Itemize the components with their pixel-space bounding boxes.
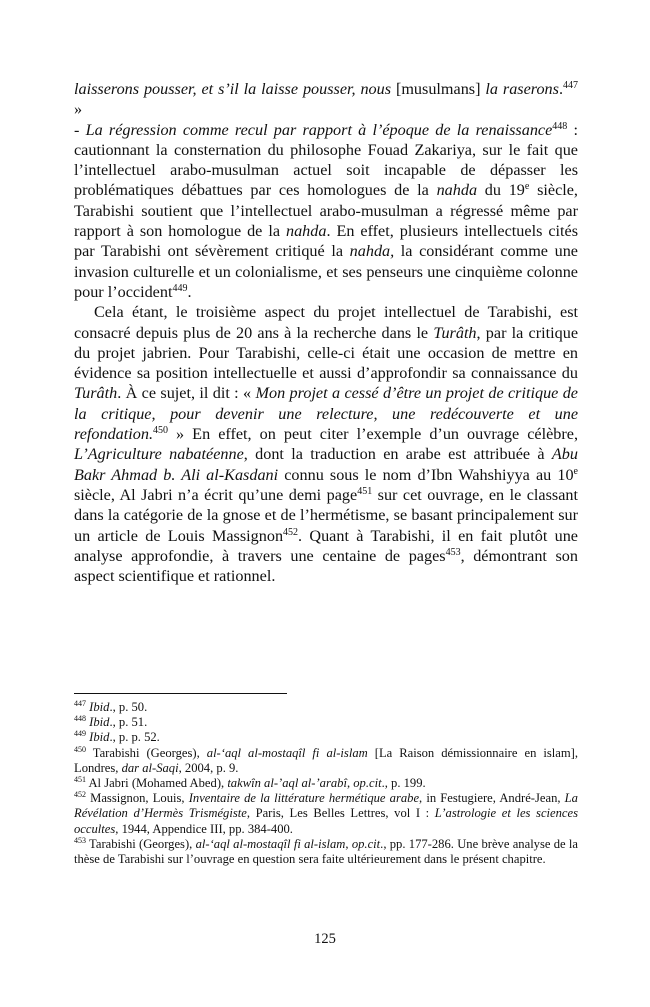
- page-number: 125: [314, 931, 336, 947]
- italic-text: L’Agriculture nabatéenne: [74, 445, 244, 464]
- footnote-separator: [74, 693, 287, 694]
- text-run: ,: [346, 776, 354, 791]
- text-run: . À ce sujet, il dit : «: [117, 384, 256, 403]
- text-run: [La Raison démissionnaire en islam], Londres,: [74, 745, 579, 775]
- italic-text: nahda,: [349, 242, 395, 261]
- italic-text: nahda: [285, 222, 327, 241]
- italic-text: Ibid: [89, 700, 110, 714]
- paragraph: [74, 79, 578, 120]
- italic-text: takwîn al-’aql al-’arabî: [227, 776, 347, 791]
- italic-text: laisserons pousser, et s’il la laisse pousser, nous: [74, 80, 392, 98]
- superscript: 451: [74, 775, 86, 785]
- superscript: 450: [74, 744, 86, 754]
- text-run: Cela étant, le troisième aspect du projet intellectuel de Tarabishi, est consacré depuis plus de 20 ans à la recherche dans le: [74, 303, 578, 342]
- italic-text: La Révélation d’Hermès Trismégiste: [74, 791, 578, 821]
- footnote: [74, 715, 578, 730]
- italic-text: op.cit: [353, 776, 382, 791]
- text-run: Tarabishi (Georges),: [86, 836, 196, 851]
- footnote: [74, 700, 578, 715]
- footnote: [74, 791, 578, 837]
- superscript: e: [524, 181, 530, 193]
- footnote: [74, 837, 578, 867]
- text-run: siècle, Tarabishi soutient que l’intellectuel arabo-musulman a régressé même par rapport à son homologue de la: [74, 181, 578, 241]
- superscript: 447: [74, 699, 86, 708]
- text-run: connu sous le nom d’Ibn Wahshiyya au 10: [278, 465, 574, 484]
- text-run: siècle, Al Jabri n’a écrit qu’une demi page: [74, 485, 358, 504]
- text-run: : cautionnant la consternation du philosophe Fouad Zakariya, sur le fait que l’intellectuel arabo-musulman actuel soit incapable de dépasser les problématiques débattues par ces homologues de la: [74, 120, 579, 200]
- italic-text: Turâth: [74, 384, 118, 403]
- text-run: . Quant à Tarabishi, il en fait plutôt une analyse approfondie, à travers une centaine de pages: [74, 526, 578, 565]
- text-run: du 19: [477, 181, 525, 200]
- text-run: .: [558, 80, 563, 98]
- footnotes: [74, 700, 578, 867]
- text-run: .: [187, 282, 192, 301]
- italic-text: Ibid: [89, 730, 110, 745]
- text-run: , 2004, p. 9.: [178, 760, 239, 775]
- superscript: 449: [172, 282, 188, 294]
- superscript: 452: [74, 790, 86, 800]
- footnote: [74, 776, 578, 791]
- text-run: , dont la traduction en arabe est attribuée à: [243, 445, 552, 464]
- text-run: sur cet ouvrage, en le classant dans la catégorie de la gnose et de l’hermétisme, se basant principalement sur un article de Louis Massignon: [74, 485, 578, 545]
- paragraph: [74, 302, 578, 586]
- text-run: ., p. 50.: [109, 700, 148, 714]
- superscript: 447: [563, 80, 578, 91]
- text-run: ., pp. 177-286. Une brève analyse de la thèse de Tarabishi sur l’ouvrage en question sera faite ultérieurement dans le présent chapitre.: [74, 836, 579, 867]
- italic-text: nahda: [436, 181, 478, 200]
- text-run: la considérant comme une invasion culturelle et un colonialisme, et ses penseurs une cinquième colonne pour l’occident: [74, 242, 578, 301]
- superscript: 450: [153, 425, 168, 437]
- text-run: ,: [345, 836, 352, 851]
- italic-text: op.cit: [351, 836, 381, 851]
- text-run: » En effet, on peut citer l’exemple d’un ouvrage célèbre,: [168, 425, 578, 444]
- text-run: Massignon, Louis,: [86, 791, 189, 806]
- italic-text: Mon projet a cessé d’être un projet de critique de la critique, pour devenir une relecture, une redécouverte et une refondation.: [74, 384, 578, 444]
- superscript: 449: [74, 729, 86, 739]
- superscript: 448: [74, 714, 86, 724]
- text-run: ., p. 199.: [381, 776, 426, 791]
- text-run: , in Festugiere, André-Jean,: [419, 791, 565, 806]
- superscript: 452: [283, 526, 299, 538]
- superscript: e: [573, 465, 578, 477]
- footnote: [74, 746, 578, 776]
- text-run: , par la critique du projet jabrien. Pour Tarabishi, celle-ci était une occasion de mettre en évidence sa position intellectuelle et aussi d’approfondir sa connaissance du: [74, 323, 578, 383]
- superscript: 451: [357, 485, 373, 497]
- italic-text: la raserons: [485, 80, 559, 98]
- footnote: [74, 730, 578, 745]
- italic-text: al-‘aql al-mostaqîl fi al-islam: [206, 745, 368, 760]
- superscript: 453: [445, 546, 461, 558]
- italic-text: Ibid: [89, 715, 110, 730]
- text-run: . En effet, plusieurs intellectuels cités par Tarabishi ont sévèrement critiqué la: [74, 222, 578, 261]
- italic-text: Turâth: [433, 323, 477, 342]
- text-run: [musulmans]: [391, 80, 486, 98]
- text-run: Al Jabri (Mohamed Abed),: [86, 776, 228, 791]
- superscript: 448: [552, 120, 568, 132]
- italic-text: al-‘aql al-mostaqîl fi al-islam: [195, 836, 346, 851]
- main-text: [74, 79, 578, 586]
- text-run: »: [74, 100, 83, 119]
- italic-text: - La régression comme recul par rapport à l’époque de la renaissance: [74, 120, 553, 139]
- text-run: ., p. 51.: [109, 715, 148, 730]
- text-run: , Paris, Les Belles Lettres, vol I :: [246, 806, 435, 821]
- italic-text: L’astrologie et les sciences occultes: [74, 806, 579, 836]
- text-run: Tarabishi (Georges),: [86, 745, 207, 760]
- text-run: , 1944, Appendice III, pp. 384-400.: [115, 821, 293, 836]
- text-run: ., p. p. 52.: [109, 730, 160, 745]
- italic-text: Inventaire de la littérature hermétique arabe: [188, 791, 420, 806]
- italic-text: dar al-Saqi: [121, 760, 179, 775]
- superscript: 453: [74, 835, 86, 845]
- text-run: , démontrant son aspect scientifique et rationnel.: [74, 546, 578, 586]
- paragraph: [74, 120, 578, 303]
- italic-text: Abu Bakr Ahmad b. Ali al-Kasdani: [74, 445, 578, 484]
